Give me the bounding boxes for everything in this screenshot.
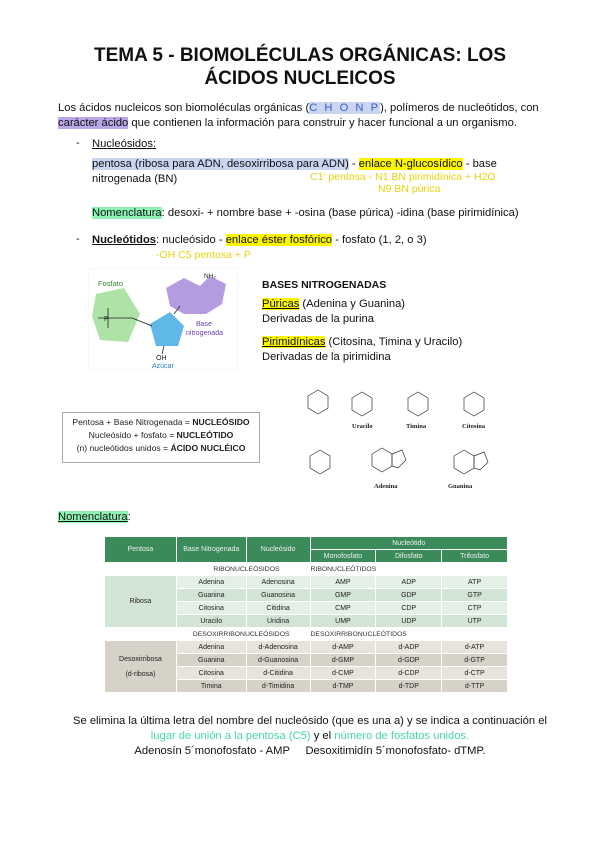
header-base: Base Nitrogenada: [176, 537, 246, 563]
bases-heading: BASES NITROGENADAS: [262, 279, 387, 291]
table-row: Ribosa Adenina Adenosina AMP ADP ATP: [105, 576, 508, 589]
enlace-glucosidico-highlight: enlace N-glucosídico: [358, 158, 463, 170]
structure-label-uracilo: Uracilo: [352, 423, 373, 430]
base-text: - base: [462, 158, 497, 170]
structure-ring: [308, 390, 328, 414]
section-row: DESOXIRRIBONUCLEÓSIDOS DESOXIRRIBONUCLEÓTIDOS: [105, 628, 508, 641]
diagram-fosfato-label: Fosfato: [98, 279, 124, 288]
table-row: Timina d-Timidina d-TMP d-TDP d-TTP: [105, 680, 508, 693]
diagram-oh-label: OH: [156, 355, 167, 362]
pirimidinicas-block: [262, 335, 492, 365]
footer-paragraph: [40, 714, 580, 759]
intro-text-1: Los ácidos nucleicos son biomoléculas orgánicas (: [58, 102, 310, 114]
footer-line-1: Se elimina la última letra del nombre del nucleósido (que es una a) y se indica a continuación el: [73, 715, 547, 727]
structure-ring: [408, 392, 428, 416]
nucleosidos-nomenclatura: [92, 206, 562, 221]
page-title: [0, 44, 600, 90]
header-di: Difosfato: [376, 550, 442, 563]
nucleotidos-text-1: : nucleósido -: [156, 234, 226, 246]
footer-examples: Adenosín 5´monofosfato - AMP Desoxitimidín 5´monofosfato- dTMP.: [134, 745, 486, 757]
header-pentosa: Pentosa: [105, 537, 177, 563]
intro-paragraph: [58, 101, 548, 131]
chonp-highlight: C H O N P: [309, 102, 381, 114]
pirimidinicas-highlight: Pirimidínicas: [262, 336, 326, 348]
bullet-dash: -: [76, 137, 80, 149]
intro-text-3: que contienen la información para construir y hacer funcional a un organismo.: [128, 117, 517, 129]
header-mono: Monofosfato: [310, 550, 376, 563]
structure-ring: [454, 450, 474, 474]
definition-row: Pentosa + Base Nitrogenada = NUCLEÓSIDO: [72, 417, 250, 427]
title-line-2: ÁCIDOS NUCLEICOS: [204, 68, 396, 89]
puricas-highlight: Púricas: [262, 298, 300, 310]
table-row: Uracilo Uridina UMP UDP UTP: [105, 615, 508, 628]
numero-fosfatos-text: número de fosfatos unidos.: [334, 730, 470, 742]
puricas-block: [262, 297, 492, 327]
table-row: Citosina Citidina CMP CDP CTP: [105, 602, 508, 615]
base-structures-figure: [288, 378, 518, 508]
structure-label-timina: Timina: [406, 423, 427, 430]
structure-ring: [310, 450, 330, 474]
nucleotide-structure-diagram: [88, 268, 238, 370]
table-row: Desoxirribosa (d-ribosa) Adenina d-Adenosina d-AMP d-ADP d-ATP: [105, 641, 508, 654]
glucosidic-note-2: N9 BN púrica: [378, 183, 441, 195]
nomenclatura-heading-highlight: Nomenclatura: [58, 511, 128, 523]
structure-ring: [474, 452, 488, 470]
nomenclatura-section-heading: Nomenclatura:: [58, 511, 131, 523]
lugar-union-text: lugar de unión a la pentosa (C5): [150, 730, 311, 742]
structure-label-adenina: Adenina: [374, 483, 398, 490]
diagram-azucar-label: Azúcar: [152, 363, 174, 370]
definition-row: (n) nucleótidos unidos = ÁCIDO NUCLÉICO: [76, 443, 246, 453]
nucleotidos-heading: Nucleótidos: [92, 234, 157, 246]
ester-note: -OH C5 pentosa + P: [156, 249, 251, 261]
header-nucleosido: Nucleósido: [246, 537, 310, 563]
pirimidinicas-line-2: Derivadas de la pirimidina: [262, 351, 391, 363]
table-header-row: [105, 537, 508, 550]
puricas-text: (Adenina y Guanina): [299, 298, 406, 310]
desoxirribosa-cell: Desoxirribosa (d-ribosa): [105, 641, 177, 693]
nucleotidos-text-2: - fosfato (1, 2, o 3): [332, 234, 427, 246]
diagram-p-atom: P: [104, 316, 109, 323]
definition-row: Nucleósido + fosfato = NUCLEÓTIDO: [88, 430, 234, 440]
bullet-dash: -: [76, 233, 80, 245]
diagram-nh2-label: NH₂: [204, 273, 216, 280]
intro-text-2: ), polímeros de nucleótidos, con: [380, 102, 539, 114]
structure-ring: [464, 392, 484, 416]
title-line-1: TEMA 5 - BIOMOLÉCULAS ORGÁNICAS: LOS: [93, 45, 507, 66]
nucleotidos-definition: [92, 233, 552, 248]
nitrogenada-text: nitrogenada (BN): [92, 173, 178, 185]
table-row: Guanina Guanosina GMP GDP GTP: [105, 589, 508, 602]
caracter-acido-highlight: carácter ácido: [58, 117, 129, 129]
header-nucleotido: Nucleótido: [310, 537, 507, 550]
pirimidinicas-text: (Citosina, Timina y Uracilo): [325, 336, 463, 348]
table-row: Citosina d-Citidina d-CMP d-CDP d-CTP: [105, 667, 508, 680]
diagram-base-label: Base: [196, 321, 212, 328]
enlace-ester-highlight: enlace éster fosfórico: [225, 234, 333, 246]
nomenclatura-text: : desoxi- + nombre base + -osina (base púrica) -idina (base pirimidínica): [161, 207, 519, 219]
structure-label-guanina: Guanina: [448, 483, 473, 490]
structure-ring: [352, 392, 372, 416]
nomenclatura-highlight: Nomenclatura: [92, 207, 162, 219]
definitions-box: [62, 412, 260, 463]
structure-ring: [392, 450, 406, 468]
header-tri: Trifosfato: [442, 550, 508, 563]
nomenclature-table: [104, 536, 508, 693]
puricas-line-2: Derivadas de la purina: [262, 313, 374, 325]
structure-label-citosina: Citosina: [462, 423, 486, 430]
section-row: RIBONUCLEÓSIDOS RIBONUCLEÓTIDOS: [105, 563, 508, 576]
pentosa-highlight: pentosa (ribosa para ADN, desoxirribosa para ADN): [92, 158, 349, 170]
diagram-nitrogenada-label: nitrogenada: [186, 330, 223, 337]
glucosidic-note-1: C1' pentosa - N1 BN pirimidínica + H2O: [310, 171, 496, 183]
dash-text: -: [348, 158, 359, 170]
structure-ring: [372, 448, 392, 472]
nucleosidos-heading: Nucleósidos:: [92, 138, 157, 150]
footer-line-2: lugar de unión a la pentosa (C5) y el número de fosfatos unidos.: [150, 730, 470, 742]
table-row: Guanina d-Guanosina d-GMP d-GDP d-GTP: [105, 654, 508, 667]
ribosa-cell: Ribosa: [105, 576, 177, 628]
